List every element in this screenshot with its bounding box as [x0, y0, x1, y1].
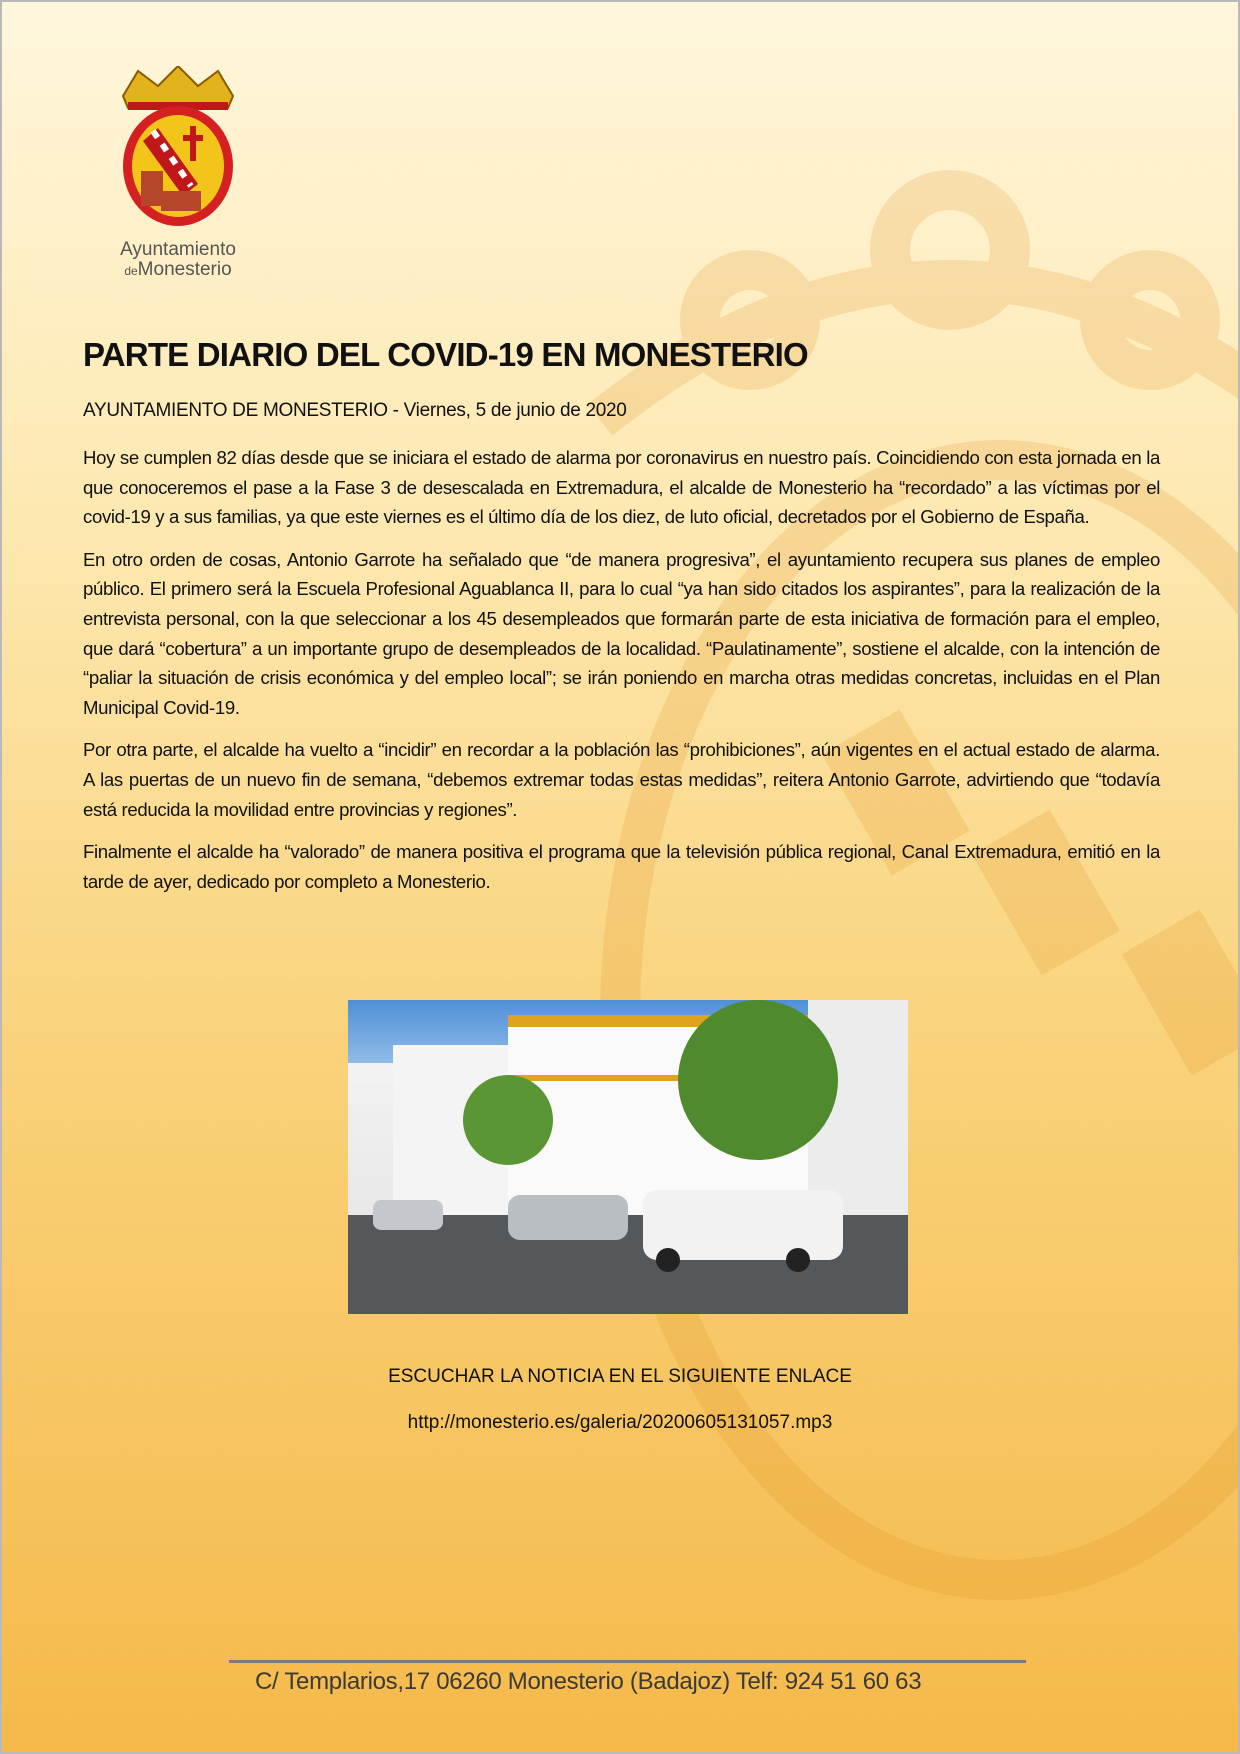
footer-address: C/ Templarios,17 06260 Monesterio (Badajoz) Telf: 924 51 60 63: [255, 1668, 922, 1695]
logo-line-2: Monesterio: [137, 259, 232, 280]
byline: AYUNTAMIENTO DE MONESTERIO - Viernes, 5 de junio de 2020: [83, 400, 627, 421]
town-hall-photo: [348, 1000, 908, 1314]
article-body: [83, 443, 1160, 909]
footer-divider: [229, 1660, 1026, 1663]
listen-label: ESCUCHAR LA NOTICIA EN EL SIGUIENTE ENLACE: [388, 1366, 852, 1387]
paragraph: Hoy se cumplen 82 días desde que se iniciara el estado de alarma por coronavirus en nuestro país. Coincidiendo con esta jornada en la que conoceremos el pase a la Fase 3 de desescalada en Extremadura, el alcalde de Monesterio ha “recordado” a las víctimas por el covid-19 y a sus familias, ya que este viernes es el último día de los diez, de luto oficial, decretados por el Gobierno de España.: [83, 447, 1160, 528]
page-title: PARTE DIARIO DEL COVID-19 EN MONESTERIO: [83, 336, 808, 373]
logo-line-2-small: de: [124, 264, 138, 278]
paragraph: Por otra parte, el alcalde ha vuelto a “incidir” en recordar a la población las “prohibiciones”, aún vigentes en el actual estado de alarma. A las puertas de un nuevo fin de semana, “debemos extremar todas estas medidas”, reitera Antonio Garrote, advirtiendo que “todavía está reducida la movilidad entre provincias y regiones”.: [83, 739, 1160, 820]
audio-link[interactable]: http://monesterio.es/galeria/20200605131057.mp3: [407, 1412, 833, 1433]
municipal-logo: [108, 66, 248, 298]
paragraph: En otro orden de cosas, Antonio Garrote ha señalado que “de manera progresiva”, el ayuntamiento recupera sus planes de empleo público. El primero será la Escuela Profesional Aguablanca II, para lo cual “ya han sido citados los aspirantes”, para la realización de la entrevista personal, con la que seleccionar a los 45 desempleados que formarán parte de esta iniciativa de formación para el empleo, que dará “cobertura” a un importante grupo de desempleados de la localidad. “Paulatinamente”, sostiene el alcalde, con la intención de “paliar la situación de crisis económica y del empleo local”; se irán poniendo en marcha otras medidas concretas, incluidas en el Plan Municipal Covid-19.: [83, 548, 1160, 718]
coat-of-arms-icon: [113, 66, 243, 231]
paragraph: Finalmente el alcalde ha “valorado” de manera positiva el programa que la televisión pública regional, Canal Extremadura, emitió en la tarde de ayer, dedicado por completo a Monesterio.: [83, 841, 1160, 892]
logo-line-1: Ayuntamiento: [120, 239, 236, 260]
